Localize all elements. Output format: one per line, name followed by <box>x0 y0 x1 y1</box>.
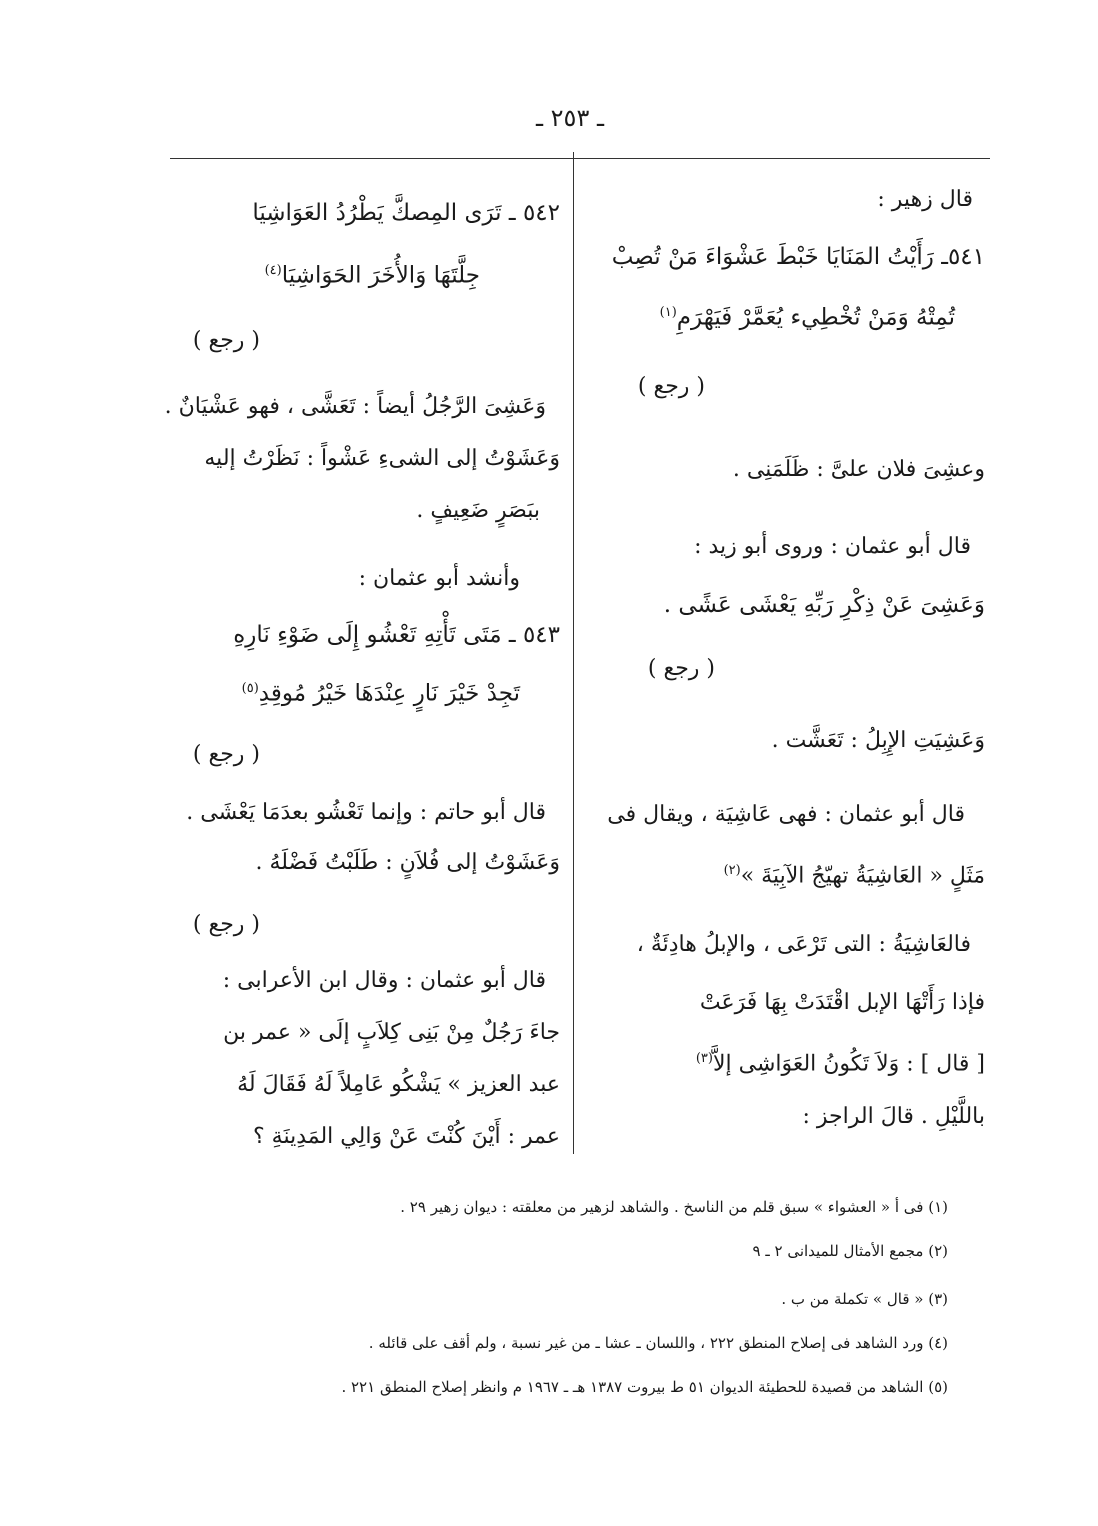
text-line: مَثَلٍ « العَاشِيَةُ تهيّجُ الآبِيَةَ »$^{(٢)}$ <box>723 863 985 889</box>
text-line: قال أبو حاتم : وإنما تَعْشُو بعدَمَا يَعْشَى . <box>186 800 546 825</box>
footnote: (٥) الشاهد من قصيدة للحطيئة الديوان ٥١ ط بيروت ١٣٨٧ هـ ـ ١٩٦٧ م وانظر إصلاح المنطق ٢٢١ . <box>341 1378 948 1396</box>
text-line: عمر : أَيْنَ كُنْتَ عَنْ وَالِي المَدِينَةِ ؟ <box>252 1124 560 1149</box>
text-line: وَعَشَوْتُ إلى الشىءِ عَشْواً : نَظَرْتُ إليه <box>204 446 560 471</box>
header-rule <box>170 158 990 159</box>
footnote: (١) فى أ « العشواء » سبق قلم من الناسخ . والشاهد لزهير من معلقته : ديوان زهير ٢٩ . <box>400 1198 948 1216</box>
text-line: ببَصَرٍ ضَعِيفٍ . <box>416 498 540 523</box>
return-marker: ( رجع ) <box>192 742 260 767</box>
left-column <box>160 180 560 1160</box>
text-line: عبد العزيز » يَشْكُو عَامِلاً لَهُ فَقَالَ لَهُ <box>237 1072 560 1097</box>
text-line: فالعَاشِيَةُ : التى تَرْعَى ، والإبلُ هادِئَةٌ ، <box>636 932 971 957</box>
text-line: قال أبو عثمان : فهى عَاشِيَة ، ويقال فى <box>607 802 965 827</box>
return-marker: ( رجع ) <box>192 912 260 937</box>
text-line: وَعَشِىَ الرَّجُلُ أيضاً : تَعَشَّى ، فهو عَشْيَانٌ . <box>164 394 546 419</box>
column-divider <box>573 152 574 1154</box>
verse-line: ٥٤٣ ـ مَتَى تَأْتِهِ تَعْشُو إِلَى ضَوْءِ نَارِهِ <box>233 622 560 648</box>
verse-line: تُمِتْهُ وَمَنْ تُخْطِيء يُعَمَّرْ فَيَهْرَمِ$^{(١)}$ <box>659 304 955 331</box>
footnote: (٤) ورد الشاهد فى إصلاح المنطق ٢٢٢ ، واللسان ـ عشا ـ من غير نسبة ، ولم أقف على قائله . <box>368 1334 948 1352</box>
text-line: وعشِىَ فلان علىَّ : ظَلَمَنِى . <box>732 457 985 482</box>
text-line: قال زهير : <box>877 187 973 212</box>
text-line: وَعَشَوْتُ إلى فُلاَنٍ : طَلَبْتُ فَضْلَهُ . <box>255 850 560 875</box>
text-line: جاءَ رَجُلٌ مِنْ بَنِى كِلاَبٍ إلَى « عمر بن <box>223 1020 560 1045</box>
verse-line: ٥٤٢ ـ تَرَى المِصكَّ يَطْرُدُ العَوَاشِيَا <box>252 200 560 226</box>
verse-line: جِلَّتَهَا وَالأُخَرَ الحَوَاشِيَا$^{(٤)}$ <box>264 262 480 289</box>
text-line: وَعَشِىَ عَنْ ذِكْرِ رَبِّهِ يَعْشَى عَشًى . <box>663 592 985 618</box>
right-column <box>592 180 985 1160</box>
verse-line: ٥٤١ـ رَأَيْتُ المَنَايَا خَبْطَ عَشْوَاءَ مَنْ تُصِبْ <box>611 244 985 270</box>
footnote: (٣) « قال » تكملة من ب . <box>781 1290 948 1308</box>
page-number: ـ ٢٥٣ ـ <box>535 104 604 132</box>
return-marker: ( رجع ) <box>647 656 715 681</box>
return-marker: ( رجع ) <box>192 328 260 353</box>
return-marker: ( رجع ) <box>637 374 705 399</box>
text-line: وأنشد أبو عثمان : <box>358 566 520 591</box>
text-line: فإذا رَأَتْهَا الإبل اقْتَدَتْ بِهَا فَرَعَتْ <box>699 990 985 1015</box>
verse-line: تَجِدْ خَيْرَ نَارٍ عِنْدَهَا خَيْرُ مُوقِدِ$^{(٥)}$ <box>241 680 520 707</box>
text-line: قال أبو عثمان : وقال ابن الأعرابى : <box>222 968 546 993</box>
text-line: [ قال ] : وَلاَ تَكُونُ العَوَاشِى إلاَّ$^{(٣)}$ <box>695 1051 985 1077</box>
text-line: وَعَشِيَتِ الإِبِلُ : تَعَشَّت . <box>771 728 985 753</box>
footnote: (٢) مجمع الأمثال للميدانى ٢ ـ ٩ <box>752 1242 948 1260</box>
text-line: باللَّيْلِ . قالَ الراجز : <box>802 1104 985 1129</box>
text-line: قال أبو عثمان : وروى أبو زيد : <box>694 534 971 559</box>
